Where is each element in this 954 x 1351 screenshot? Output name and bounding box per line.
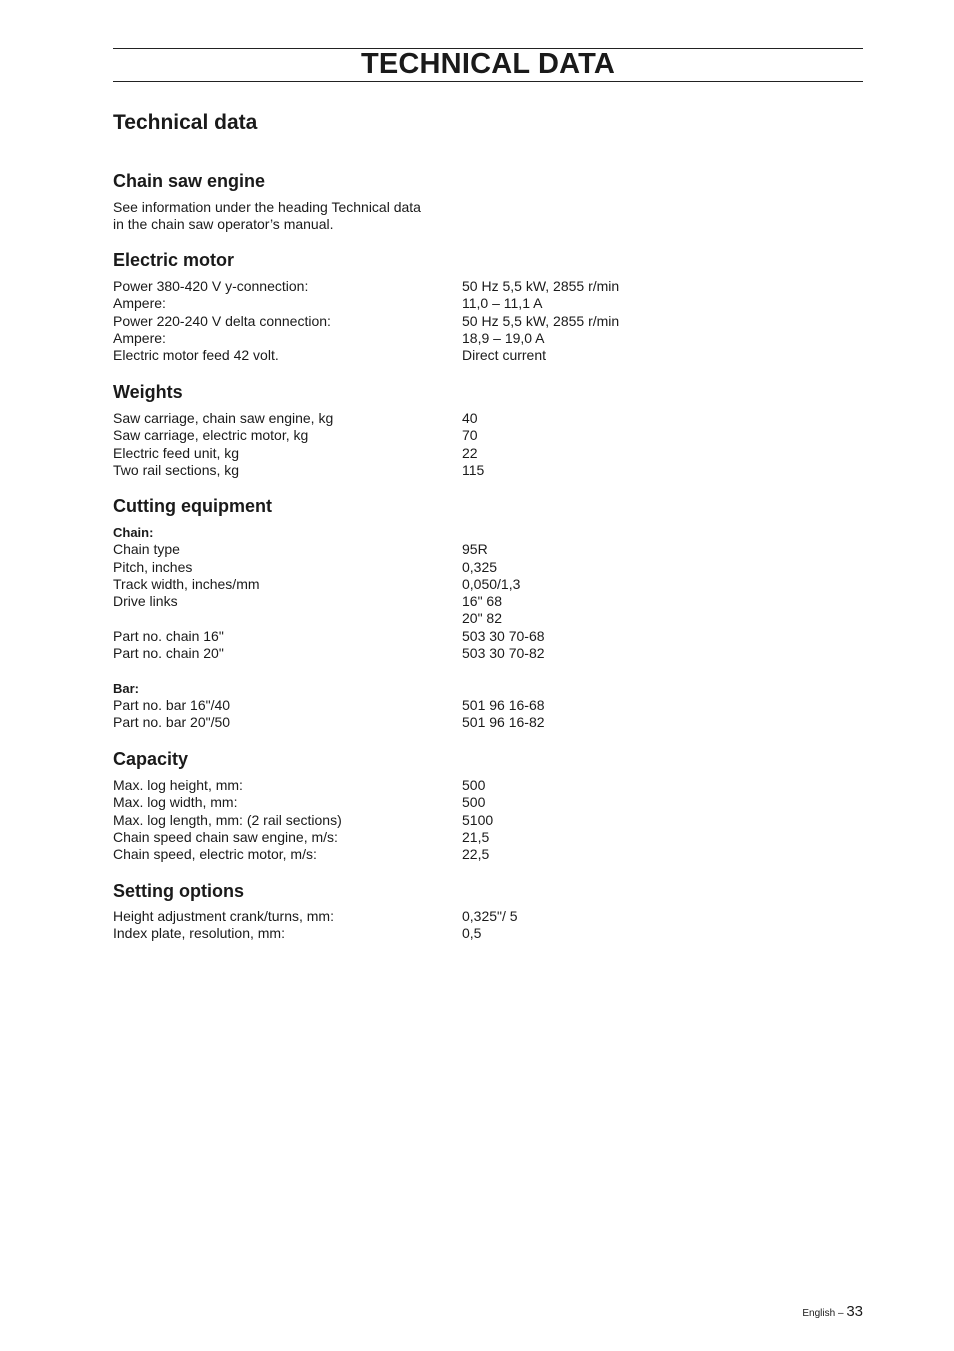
spec-value: 22,5 [462, 846, 490, 863]
spec-row [113, 313, 713, 330]
spec-label: Power 380-420 V y-connection: [113, 278, 309, 294]
spec-label: Ampere: [113, 295, 166, 312]
spec-row [113, 697, 713, 714]
spec-value: 50 Hz 5,5 kW, 2855 r/min [462, 278, 620, 294]
spec-value: 0,325"/ 5 [462, 908, 518, 924]
spec-label: Height adjustment crank/turns, mm: [113, 908, 334, 924]
subheading-chain [113, 524, 713, 541]
page-number: 33 [846, 1303, 863, 1320]
note-line: in the chain saw operator’s manual. [113, 216, 334, 233]
spec-row [113, 541, 713, 558]
spec-row [113, 593, 713, 610]
spec-label: Power 220-240 V delta connection: [113, 312, 331, 329]
spec-label: Pitch, inches [113, 558, 193, 575]
spec-row [113, 462, 713, 479]
spec-row [113, 794, 713, 811]
spec-value: 500 [462, 777, 486, 793]
spec-label [113, 610, 462, 627]
electric-motor-table [113, 278, 713, 364]
spec-row [113, 576, 713, 593]
spec-row [113, 410, 713, 427]
spec-value: 40 [462, 410, 478, 426]
spec-value: 0,5 [462, 925, 482, 942]
spec-row [113, 777, 713, 794]
spec-label: Index plate, resolution, mm: [113, 925, 285, 942]
spec-label: Part no. bar 20"/50 [113, 714, 231, 731]
section-heading-electric-motor: Electric motor [113, 250, 235, 270]
spec-value: 5100 [462, 811, 494, 828]
spec-label: Track width, inches/mm [113, 575, 260, 592]
section-heading-capacity: Capacity [113, 749, 189, 769]
spec-value: 0,050/1,3 [462, 575, 521, 592]
spec-row [113, 330, 713, 347]
footer-language: English – [802, 1308, 847, 1319]
doc-title: Technical data [113, 111, 258, 134]
spec-value: 503 30 70-68 [462, 627, 545, 644]
page-footer [802, 1303, 863, 1320]
spec-label: Saw carriage, chain saw engine, kg [113, 410, 334, 426]
spec-label: Saw carriage, electric motor, kg [113, 427, 309, 444]
spec-value: 18,9 – 19,0 A [462, 329, 545, 346]
spec-row [113, 908, 713, 925]
subheading-label: Bar: [113, 680, 140, 696]
spec-label: Max. log height, mm: [113, 777, 243, 793]
spec-row [113, 714, 713, 731]
spec-value: 50 Hz 5,5 kW, 2855 r/min [462, 312, 620, 329]
page-header-title: TECHNICAL DATA [360, 48, 616, 80]
spec-value: Direct current [462, 347, 547, 364]
spec-label: Ampere: [113, 329, 166, 346]
spec-row [113, 628, 713, 645]
spec-value: 500 [462, 794, 486, 811]
spec-value: 95R [462, 541, 488, 558]
spec-value: 70 [462, 427, 478, 444]
spec-label: Chain speed chain saw engine, m/s: [113, 828, 338, 845]
spec-value: 21,5 [462, 828, 490, 845]
spec-row [113, 347, 713, 364]
weights-table [113, 410, 713, 479]
spec-value: 115 [462, 461, 485, 478]
spec-label: Chain speed, electric motor, m/s: [113, 846, 317, 863]
section-heading-weights: Weights [113, 382, 183, 402]
spec-label: Max. log width, mm: [113, 794, 238, 811]
spec-label: Part no. chain 16" [113, 627, 224, 644]
spec-label: Electric feed unit, kg [113, 444, 240, 461]
spec-label: Max. log length, mm: (2 rail sections) [113, 811, 342, 828]
spec-row [113, 427, 713, 444]
spec-value: 501 96 16-68 [462, 696, 545, 713]
capacity-table [113, 777, 713, 863]
spec-value: 20" 82 [462, 610, 503, 627]
spec-value: 0,325 [462, 558, 498, 575]
spec-label: Part no. bar 16"/40 [113, 696, 231, 713]
section-heading-cutting-equipment: Cutting equipment [113, 496, 272, 516]
subheading-bar [113, 680, 713, 697]
spec-value: 503 30 70-82 [462, 645, 545, 662]
spec-row [113, 829, 713, 846]
spec-row [113, 812, 713, 829]
spec-value: 16" 68 [462, 593, 503, 610]
spec-row [113, 278, 713, 295]
spec-value: 501 96 16-82 [462, 714, 545, 731]
spec-row [113, 925, 713, 942]
spec-label: Two rail sections, kg [113, 461, 240, 478]
row-spacer [113, 662, 713, 679]
spec-row [113, 610, 713, 627]
spec-label: Drive links [113, 593, 178, 610]
chain-saw-engine-note [113, 199, 473, 234]
spec-label: Electric motor feed 42 volt. [113, 347, 279, 364]
note-line: See information under the heading Technical data [113, 199, 421, 215]
spec-value: 22 [462, 444, 478, 461]
cutting-equipment-table [113, 524, 713, 732]
section-heading-chain-saw-engine: Chain saw engine [113, 171, 266, 191]
subheading-label: Chain: [113, 525, 154, 540]
setting-options-table [113, 908, 713, 943]
spec-row [113, 846, 713, 863]
spec-value: 11,0 – 11,1 A [462, 295, 543, 312]
spec-label: Chain type [113, 541, 180, 558]
spec-row [113, 445, 713, 462]
spec-label: Part no. chain 20" [113, 645, 224, 662]
spec-row [113, 559, 713, 576]
section-heading-setting-options: Setting options [113, 881, 244, 901]
page-header [113, 48, 863, 82]
spec-row [113, 295, 713, 312]
spec-row [113, 645, 713, 662]
